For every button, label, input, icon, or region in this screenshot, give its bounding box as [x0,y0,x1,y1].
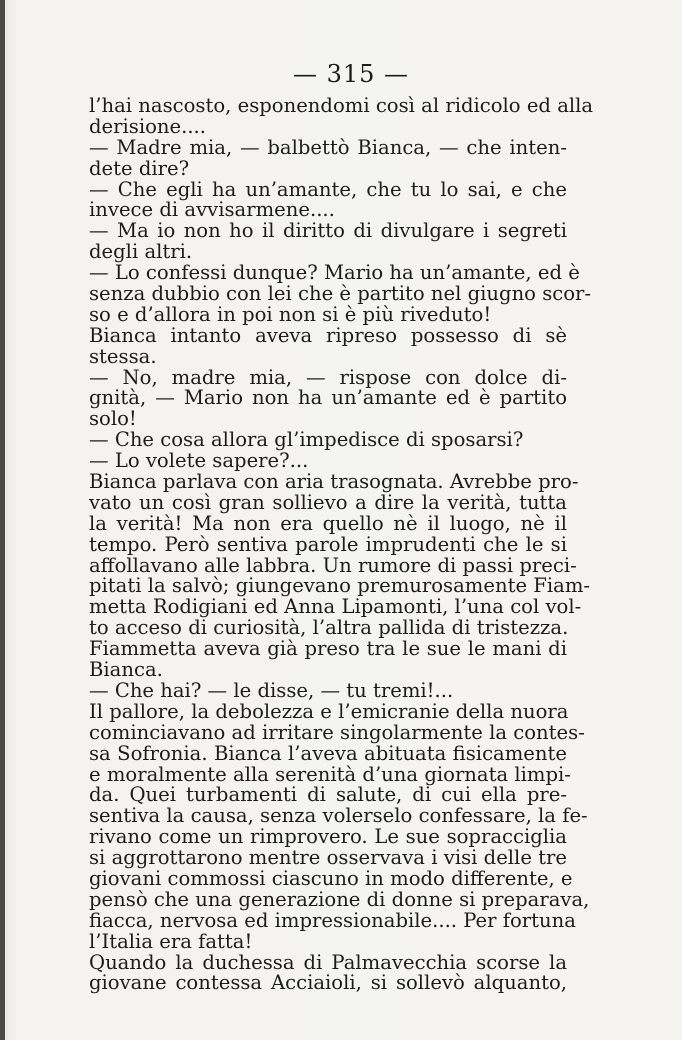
text-line: Fiammetta aveva già preso tra le sue le mani di [89,637,567,661]
text-line: — Madre mia, — balbettò Bianca, — che inten- [89,135,567,159]
text-line: derisione.... [89,114,207,138]
text-line: la verità! Ma non era quello nè il luogo, nè il [89,511,567,535]
text-line: Quando la duchessa di Palmavecchia scorse la [89,950,567,974]
text-line: Bianca parlava con aria trasognata. Avrebbe pro- [89,470,579,494]
body-text [89,94,594,995]
text-line: e moralmente alla serenità d’una giornata limpi- [89,762,571,786]
text-line: — Lo confessi dunque? Mario ha un’amante, ed è [89,261,580,285]
text-line: rivano come un rimprovero. Le sue sopracciglia [89,825,567,849]
text-line: affollavano alle labbra. Un rumore di passi preci- [89,553,577,577]
text-line: pensò che una generazione di donne si preparava, [89,887,590,911]
text-line: — Che egli ha un’amante, che tu lo sai, e che [89,177,567,201]
text-line: sentiva la causa, senza volerselo confessare, la fe- [89,804,588,828]
text-line: cominciavano ad irritare singolarmente la contes- [89,720,585,744]
text-line: stessa. [89,344,157,368]
text-line: da. Quei turbamenti di salute, di cui ella pre- [89,783,567,807]
text-line: — Che hai? — le disse, — tu tremi!... [89,678,454,702]
text-line: Bianca. [89,658,163,682]
text-line: — Che cosa allora gl’impedisce di sposarsi? [89,428,524,452]
page-spine-edge [0,0,5,1040]
text-line: — Ma io non ho il diritto di divulgare i segreti [89,219,567,243]
text-line: sa Sofronia. Bianca l’aveva abituata fisicamente [89,741,567,765]
text-line: dete dire? [89,156,190,180]
text-line: invece di avvisarmene.... [89,198,335,222]
text-line: degli altri. [89,240,193,264]
text-line: fiacca, nervosa ed impressionabile.... Per fortuna [89,908,576,932]
text-line: Bianca intanto aveva ripreso possesso di sè [89,323,567,347]
page-number: — 315 — [292,60,410,88]
text-line: gnità, — Mario non ha un’amante ed è partito [89,386,567,410]
text-line: l’hai nascosto, esponendomi così al ridicolo ed alla [89,94,594,117]
text-line: — No, madre mia, — rispose con dolce di- [89,365,567,389]
text-line: so e d’allora in poi non si è più riveduto! [89,302,492,326]
text-line: si aggrottarono mentre osservava i visi delle tre [89,846,567,870]
text-line: vato un così gran sollievo a dire la verità, tutta [89,490,567,514]
text-line: — Lo volete sapere?... [89,449,309,473]
text-line: tempo. Però sentiva parole imprudenti che le si [89,532,567,556]
text-line: to acceso di curiosità, l’altra pallida di tristezza. [89,616,569,640]
text-line: metta Rodigiani ed Anna Lipamonti, l’una col vol- [89,595,582,619]
text-line: pitati la salvò; giungevano premurosamente Fiam- [89,574,591,598]
text-line: l’Italia era fatta! [89,929,253,953]
text-line: giovani commossi ciascuno in modo differente, e [89,866,573,890]
text-line: solo! [89,407,137,431]
text-line: giovane contessa Acciaioli, si sollevò alquanto, [89,971,567,995]
text-line: senza dubbio con lei che è partito nel giugno scor- [89,282,592,306]
text-line: Il pallore, la debolezza e l’emicranie della nuora [89,699,569,723]
